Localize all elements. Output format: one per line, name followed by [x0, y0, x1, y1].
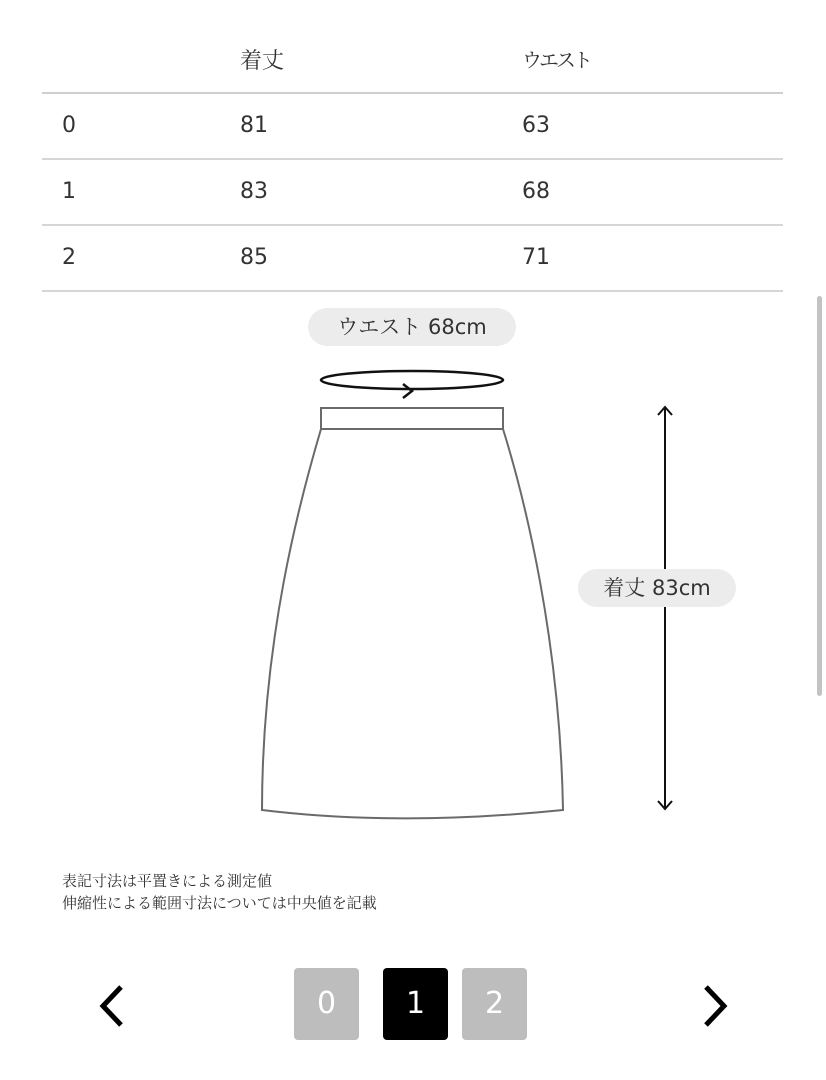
- header-waist: ウエスト: [522, 48, 590, 72]
- waist-cell: 71: [522, 245, 550, 270]
- waist-cell: 68: [522, 179, 550, 204]
- skirt-outline-icon: [262, 408, 563, 818]
- length-label: 着丈 83cm: [578, 569, 736, 607]
- length-measure-icon: [658, 407, 672, 809]
- waist-label: ウエスト 68cm: [308, 308, 516, 346]
- note-line: 伸縮性による範囲寸法については中央値を記載: [62, 894, 377, 912]
- waist-measure-icon: [321, 371, 503, 398]
- page-button-2[interactable]: 2: [462, 968, 527, 1040]
- measurement-notes: [62, 870, 377, 914]
- chevron-right-icon[interactable]: [700, 984, 732, 1028]
- size-cell: 2: [62, 245, 76, 270]
- scrollbar[interactable]: [817, 296, 822, 696]
- chevron-left-icon[interactable]: [95, 984, 127, 1028]
- length-cell: 85: [240, 245, 268, 270]
- size-cell: 0: [62, 113, 76, 138]
- note-line: 表記寸法は平置きによる測定値: [62, 872, 273, 890]
- length-cell: 83: [240, 179, 268, 204]
- page-button-0[interactable]: 0: [294, 968, 359, 1040]
- page-button-1[interactable]: 1: [383, 968, 448, 1040]
- header-length: 着丈: [240, 49, 285, 74]
- length-cell: 81: [240, 113, 268, 138]
- size-cell: 1: [62, 179, 76, 204]
- waist-cell: 63: [522, 113, 550, 138]
